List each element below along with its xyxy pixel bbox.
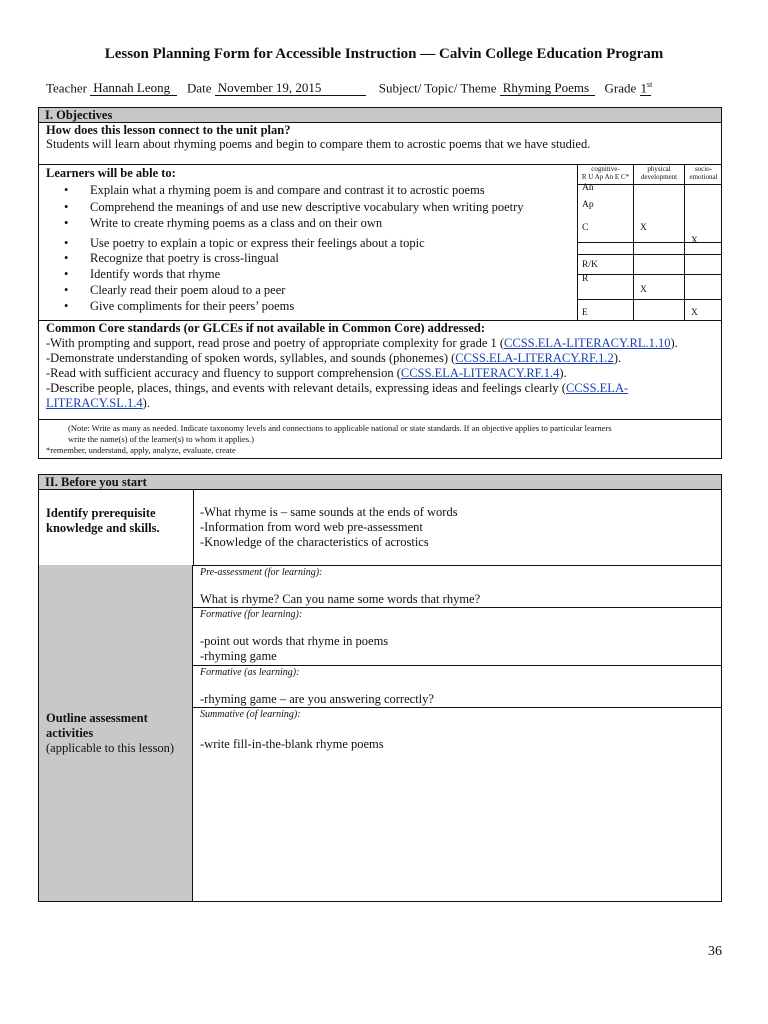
grid-line <box>577 184 721 185</box>
divider <box>193 707 721 708</box>
assess-sub-label: (applicable to this lesson) <box>46 741 175 755</box>
prereq-item: -What rhyme is – same sounds at the ends of words <box>200 505 458 519</box>
standard-item: -With prompting and support, read prose and poetry of appropriate complexity for grade 1 (CCSS.ELA-LITERACY.RL.1.10). <box>46 336 678 350</box>
objectives-section <box>38 107 722 459</box>
connect-question: How does this lesson connect to the unit plan? <box>46 123 291 137</box>
standard-link[interactable]: LITERACY.SL.1.4 <box>46 396 143 410</box>
prereq-label: Identify prerequisite knowledge and skills. <box>46 506 160 535</box>
teacher-value: Hannah Leong <box>90 81 177 96</box>
page-number: 36 <box>708 944 722 959</box>
grid-line <box>577 299 721 300</box>
before-you-start-section <box>38 474 722 902</box>
formative-for-text: -rhyming game <box>200 649 277 663</box>
grid-cell: X <box>691 308 698 318</box>
note-line: *remember, understand, apply, analyze, evaluate, create <box>46 445 236 455</box>
grid-cell: R <box>582 274 589 284</box>
standard-item-cont: LITERACY.SL.1.4). <box>46 396 150 410</box>
grid-cell: C <box>582 223 589 233</box>
note-line: (Note: Write as many as needed. Indicate taxonomy levels and connections to applicable national or state standards. If an objective applies to particular learners <box>68 423 612 433</box>
date-value: November 19, 2015 <box>215 81 366 96</box>
formative-for-label: Formative (for learning): <box>200 609 303 620</box>
grid-line <box>577 274 721 275</box>
col-header-physical: physical development <box>640 165 678 181</box>
learners-heading: Learners will be able to: <box>46 166 176 180</box>
grid-cell: Ap <box>582 200 594 210</box>
prereq-item: -Knowledge of the characteristics of acrostics <box>200 535 429 549</box>
objective-item: • Give compliments for their peers’ poems <box>64 299 295 313</box>
divider <box>193 490 194 565</box>
grade-label: Grade <box>604 80 637 96</box>
subject-value: Rhyming Poems <box>500 81 595 96</box>
assessment-label-column <box>39 565 193 901</box>
standard-item: -Describe people, places, things, and events with relevant details, expressing ideas and feelings clearly (CCSS.ELA- <box>46 381 629 395</box>
formative-for-text: -point out words that rhyme in poems <box>200 634 389 648</box>
standard-item: -Read with sufficient accuracy and fluency to support comprehension (CCSS.ELA-LITERACY.RF.1.4). <box>46 366 567 380</box>
standard-link[interactable]: CCSS.ELA-LITERACY.RL.1.10 <box>504 336 671 350</box>
grade-value: 1st <box>640 80 653 96</box>
summative-label: Summative (of learning): <box>200 709 301 720</box>
pre-assessment-label: Pre-assessment (for learning): <box>200 567 323 578</box>
grid-cell: X <box>691 236 698 246</box>
grid-cell: R/K <box>582 260 598 270</box>
subject-label: Subject/ Topic/ Theme <box>378 80 497 96</box>
col-header-cognitive: cognitive- R U Ap An E C* <box>581 165 630 181</box>
divider <box>193 607 721 608</box>
objective-item: • Comprehend the meanings of and use new descriptive vocabulary when writing poetry <box>64 200 524 214</box>
grid-cell: X <box>640 223 647 233</box>
objective-item: • Identify words that rhyme <box>64 267 221 281</box>
formative-as-text: -rhyming game – are you answering correctly? <box>200 692 434 706</box>
before-section-title: II. Before you start <box>39 475 721 490</box>
grid-cell: An <box>582 183 594 193</box>
standard-item: -Demonstrate understanding of spoken words, syllables, and sounds (phonemes) (CCSS.ELA-LITERACY.RF.1.2). <box>46 351 622 365</box>
standard-link[interactable]: CCSS.ELA- <box>565 381 629 395</box>
pre-assessment-text: What is rhyme? Can you name some words that rhyme? <box>200 592 481 606</box>
note-line: write the name(s) of the learner(s) to whom it applies.) <box>68 434 254 444</box>
header-line <box>46 78 651 96</box>
grid-line <box>577 254 721 255</box>
prereq-item: -Information from word web pre-assessment <box>200 520 423 534</box>
standard-link[interactable]: CCSS.ELA-LITERACY.RF.1.2 <box>455 351 614 365</box>
objectives-section-title: I. Objectives <box>39 108 721 123</box>
grid-cell: X <box>640 285 647 295</box>
objective-item: • Recognize that poetry is cross-lingual <box>64 251 279 265</box>
objective-item: • Clearly read their poem aloud to a peer <box>64 283 286 297</box>
objective-item: • Write to create rhyming poems as a class and on their own <box>64 216 383 230</box>
grid-line <box>577 242 721 243</box>
standard-link[interactable]: CCSS.ELA-LITERACY.RF.1.4 <box>400 366 560 380</box>
standards-heading: Common Core standards (or GLCEs if not available in Common Core) addressed: <box>46 321 486 335</box>
document-title: Lesson Planning Form for Accessible Instruction — Calvin College Education Program <box>104 46 664 62</box>
summative-text: -write fill-in-the-blank rhyme poems <box>200 737 384 751</box>
grid-cell: E <box>582 308 588 318</box>
divider <box>39 419 721 420</box>
connect-answer: Students will learn about rhyming poems and begin to compare them to acrostic poems that we have studied. <box>46 137 591 151</box>
teacher-label: Teacher <box>46 80 87 96</box>
formative-as-label: Formative (as learning): <box>200 667 300 678</box>
assess-label: Outline assessment activities <box>46 711 148 740</box>
objective-item: • Use poetry to explain a topic or express their feelings about a topic <box>64 236 425 250</box>
date-label: Date <box>186 80 212 96</box>
objective-item: • Explain what a rhyming poem is and compare and contrast it to acrostic poems <box>64 183 485 197</box>
col-header-socio: socio- emotional <box>689 165 718 181</box>
divider <box>193 665 721 666</box>
